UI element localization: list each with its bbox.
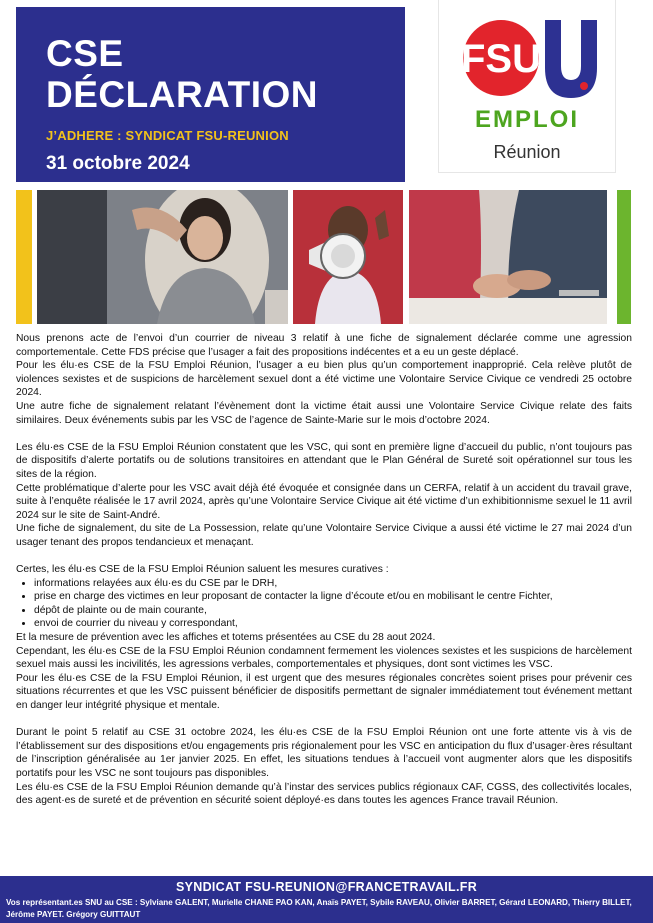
paragraph: Cette problématique d’alerte pour les VSC avait déjà été évoquée et consignée dans un CERFA, relatif à un accident du travail grave, suite à l’enquête réalisée le 17 avril 2024, après qu’une Volontaire Service Civique ait été victime d’un exhibitionnisme sexuel le 11 avril 2024 sur le site de Saint-André.: [16, 482, 632, 521]
paragraph: Cependant, les élu·es CSE de la FSU Emploi Réunion condamnent fermement les violences sexistes et les suspicions de harcèlement sexuel mais aussi les incivilités, les agressions verbales, comportementales et physiques, dont sont victimes les VSC.: [16, 645, 632, 671]
contact-email[interactable]: SYNDICAT FSU-REUNION@FRANCETRAVAIL.FR: [175, 880, 478, 894]
declaration-body: [16, 332, 632, 808]
accent-bar-yellow: [16, 190, 32, 324]
paragraph: Une autre fiche de signalement relatant l’évènement dont la victime était aussi une Volontaire Service Civique relate des faits similaires. Deux événements subis par les VSC de l’agence de Sainte-Marie sur le mois d’octobre 2024.: [16, 400, 632, 426]
paragraph: Les élu·es CSE de la FSU Emploi Réunion demande qu’à l’instar des services publics régionaux CAF, CGSS, des collectivités locales, des agent·es de sureté et de prévention en sécurité soient déployé·es dans toutes les agences France travail Réunion.: [16, 781, 632, 807]
paragraph: Pour les élu·es CSE de la FSU Emploi Réunion, il est urgent que des mesures régionales concrètes soient prises pour prévenir ces situations récurrentes et que les VSC puissent bénéficier de dispositifs permettant de signaler immédiatement tout événement mettant en danger leur intégrité physique et mentale.: [16, 672, 632, 712]
office-harassment-photo: [409, 190, 607, 324]
paragraph: Pour les élu·es CSE de la FSU Emploi Réunion, l’usager a eu bien plus qu’un comportement inapproprié. Cela relève plutôt de violences sexistes et de suspicions de harcèlement sexuel dont a été victime une Volontaire Service Civique ce vendredi 25 octobre 2024.: [16, 360, 632, 399]
fsu-logo: [438, 0, 616, 173]
accent-bar-green: [617, 190, 631, 324]
header-banner: [16, 7, 405, 182]
paragraph: Les élu·es CSE de la FSU Emploi Réunion constatent que les VSC, qui sont en première ligne d’accueil du public, n’ont toujours pas de dispositifs d’alerte portatifs ou de solutions transitoires en attendant que le Plan Général de Sureté soit opérationnel sur tous les sites de la région.: [16, 441, 632, 480]
paragraph: Durant le point 5 relatif au CSE 31 octobre 2024, les élu·es CSE de la FSU Emploi Réunion ont une forte attente vis à vis de l’établissement sur des dispositions et/ou engagements pris régionalement pour les VSC en anticipation du flux d’usager·ères résultant de l’inscription généralisée au 1er janvier 2025. En effet, les situations tendues à l’accueil vont augmenter alors que les dispositifs portatifs pour les VSC ne sont toujours pas disponibles.: [16, 727, 632, 779]
list-item: • envoi de courrier du niveau y correspondant,: [34, 617, 632, 631]
representatives-list: Vos représentant.es SNU au CSE : Sylviane GALENT, Murielle CHANE PAO KAN, Anaïs PAYET, Sybile RAVEAU, Olivier BARRET, Gérard LEONARD, Thierry BILLET, Jérôme PAYET. Grégory GUITTAUT: [6, 898, 632, 919]
logo-emploi: EMPLOI: [474, 106, 579, 133]
woman-megaphone-photo: [293, 190, 403, 324]
list-item: • prise en charge des victimes en leur proposant de contacter la ligne d’écoute et/ou en mobilisant le centre Fichter,: [34, 590, 632, 604]
fsu-letters: FSU: [461, 37, 541, 81]
subtitle: J’ADHERE : SYNDICAT FSU-REUNION: [46, 128, 289, 143]
logo-region: Réunion: [493, 142, 561, 162]
document-date: 31 octobre 2024: [46, 153, 190, 174]
paragraph: Certes, les élu·es CSE de la FSU Emploi Réunion saluent les mesures curatives :: [16, 564, 389, 576]
title-line-2: DÉCLARATION: [46, 74, 319, 115]
list-item: • dépôt de plainte ou de main courante,: [34, 604, 632, 618]
title-line-1: CSE: [46, 33, 124, 74]
worried-woman-photo: [37, 190, 288, 324]
paragraph: Une fiche de signalement, du site de La Possession, relate qu’une Volontaire Service Civique a aussi été victime le 27 mai 2024 d’un usager tenant des propos tendancieux et menaçant.: [16, 523, 632, 548]
curative-measures-list: [16, 577, 632, 631]
paragraph: Nous prenons acte de l’envoi d’un courrier de niveau 3 relatif à une fiche de signalement déclarée comme une agression comportementale. Cette FDS précise que l’usager a fait des propositions indécentes et a eu un geste déplacé.: [16, 333, 632, 358]
fsu-emblem-icon: [453, 14, 603, 104]
list-item: • informations relayées aux élu·es du CSE par le DRH,: [34, 577, 632, 591]
paragraph: Et la mesure de prévention avec les affiches et totems présentées au CSE du 28 aout 2024.: [16, 632, 436, 644]
